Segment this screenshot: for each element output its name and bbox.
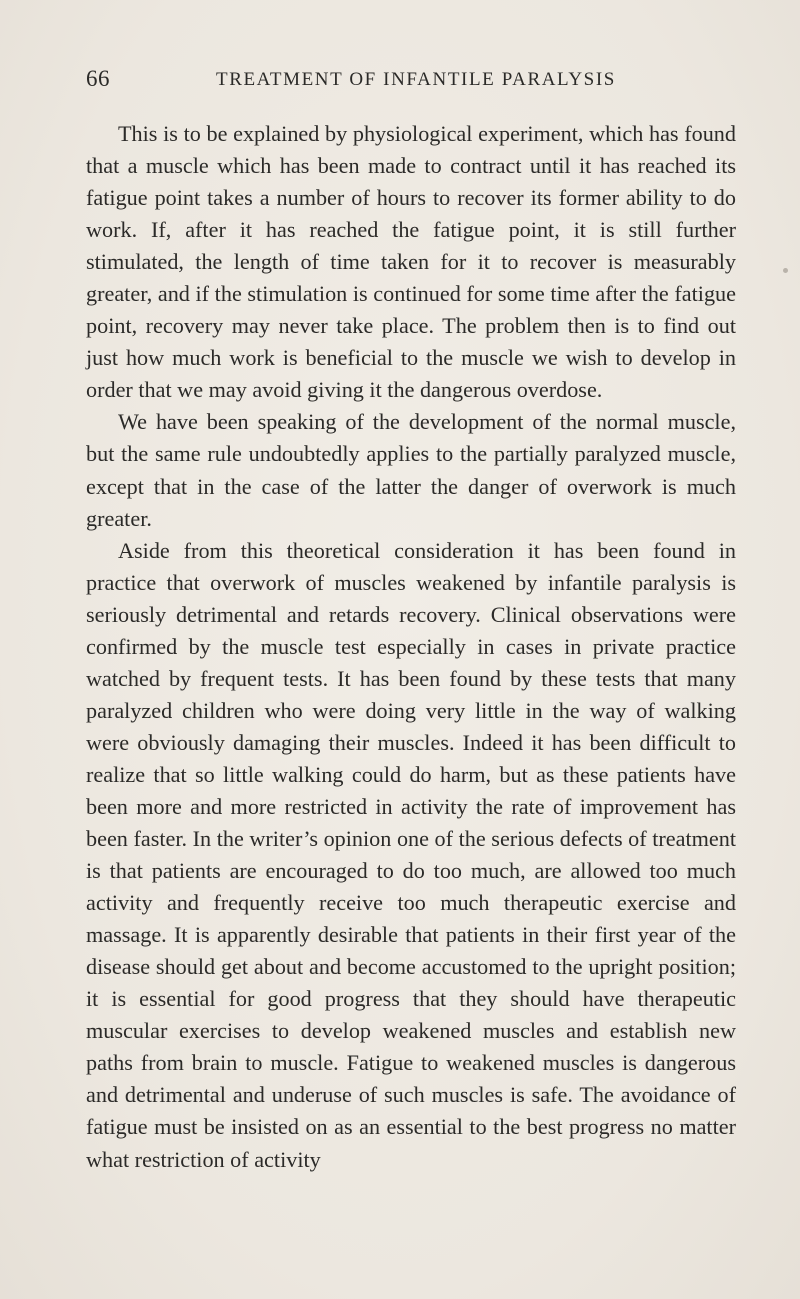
paragraph: Aside from this theoretical consideration it has been found in practice that overwork of muscles weakened by infantile paralysis is seriously detrimental and retards recovery. Clinical observations were confirmed by the muscle test especially in cases in private practice watched by frequent tests. It has been found by these tests that many paralyzed children who were doing very little in the way of walking were obviously damaging their muscles. Indeed it has been difficult to realize that so little walking could do harm, but as these patients have been more and more restricted in activity the rate of improvement has been faster. In the writer’s opinion one of the serious defects of treatment is that patients are encouraged to do too much, are allowed too much activity and frequently receive too much therapeutic exercise and massage. It is apparently desirable that patients in their first year of the disease should get about and become accustomed to the upright position; it is essential for good progress that they should have therapeutic muscular exercises to develop weakened muscles and establish new paths from brain to muscle. Fatigue to weakened muscles is dangerous and detrimental and underuse of such muscles is safe. The avoidance of fatigue must be insisted on as an essential to the best progress no matter what restriction of activity	[86, 537, 736, 1172]
running-head: TREATMENT OF INFANTILE PARALYSIS	[216, 69, 616, 90]
paragraph: We have been speaking of the development of the normal muscle, but the same rule undoubtedly applies to the partially paralyzed muscle, except that in the case of the latter the danger of overwork is much greater.	[86, 409, 736, 531]
page-header	[86, 66, 736, 106]
page-number: 66	[86, 66, 110, 91]
body-text	[86, 118, 736, 1176]
paper-speck	[783, 268, 788, 273]
paragraph: This is to be explained by physiological experiment, which has found that a muscle which has been made to contract until it has reached its fatigue point takes a number of hours to recover its former ability to do work. If, after it has reached the fatigue point, it is still further stimulated, the length of time taken for it to recover is measurably greater, and if the stimulation is continued for some time after the fatigue point, recovery may never take place. The problem then is to find out just how much work is beneficial to the muscle we wish to develop in order that we may avoid giving it the dangerous overdose.	[86, 121, 736, 403]
